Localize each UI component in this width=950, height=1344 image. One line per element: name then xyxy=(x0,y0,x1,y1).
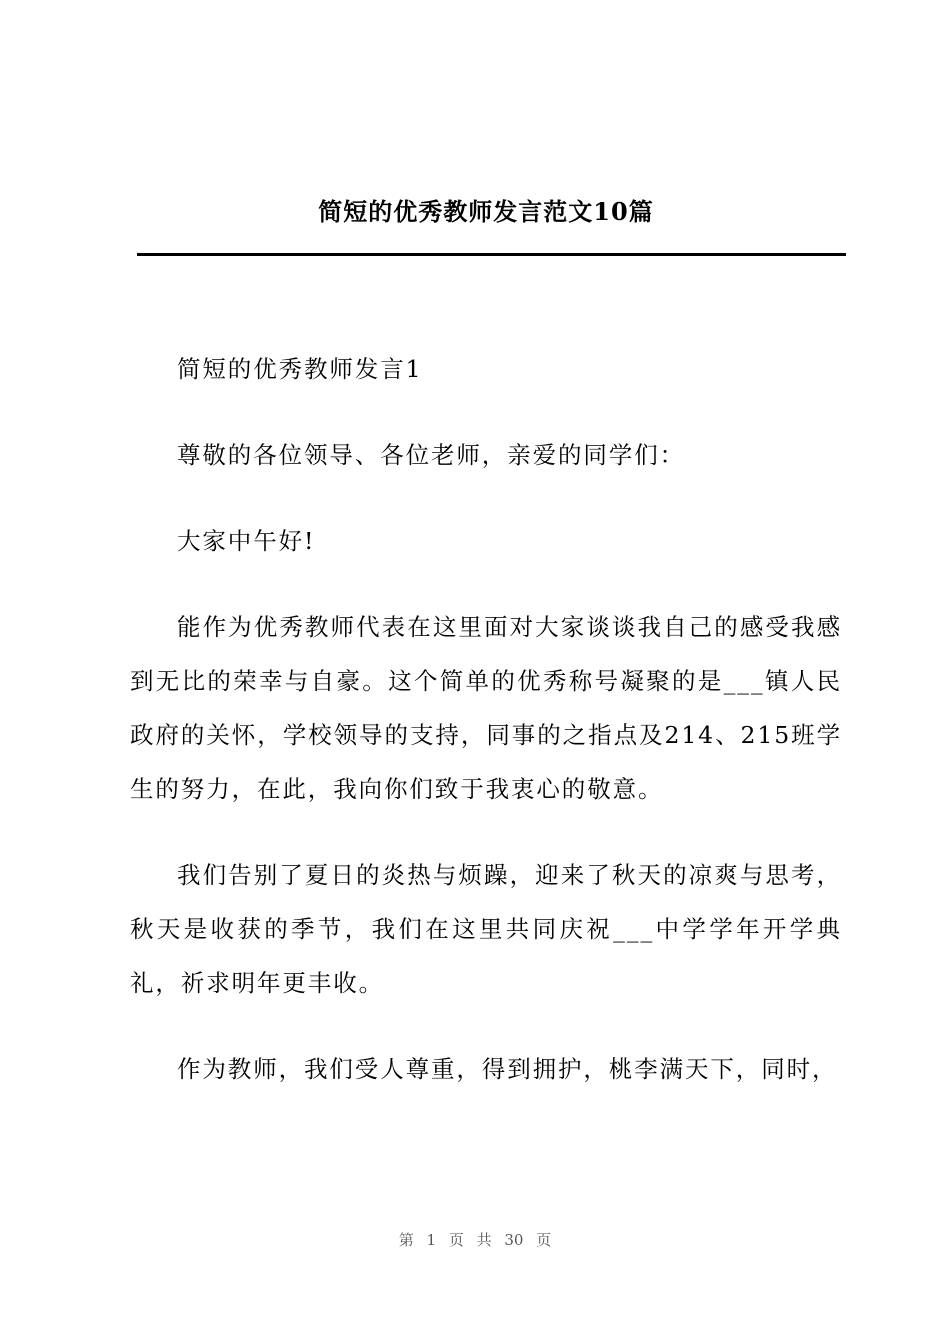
section-heading: 简短的优秀教师发言1 xyxy=(177,355,423,383)
document-body xyxy=(130,342,842,1096)
body-paragraph: 能作为优秀教师代表在这里面对大家谈谈我自己的感受我感到无比的荣幸与自豪。这个简单的优秀称号凝聚的是___镇人民政府的关怀，学校领导的支持，同事的之指点及214、215班学生的努力，在此，我向你们致于我衷心的敬意。 xyxy=(130,613,842,803)
title-underline xyxy=(137,253,846,256)
body-paragraph: 作为教师，我们受人尊重，得到拥护，桃李满天下，同时， xyxy=(177,1055,838,1083)
page-number-footer: 第 1 页 共 30 页 xyxy=(398,1231,552,1249)
document-title: 简短的优秀教师发言范文10篇 xyxy=(318,197,654,226)
salutation: 尊敬的各位领导、各位老师，亲爱的同学们： xyxy=(177,441,685,469)
body-paragraph: 我们告别了夏日的炎热与烦躁，迎来了秋天的凉爽与思考，秋天是收获的季节，我们在这里共同庆祝___中学学年开学典礼，祈求明年更丰收。 xyxy=(130,861,842,997)
greeting: 大家中午好! xyxy=(177,527,316,555)
